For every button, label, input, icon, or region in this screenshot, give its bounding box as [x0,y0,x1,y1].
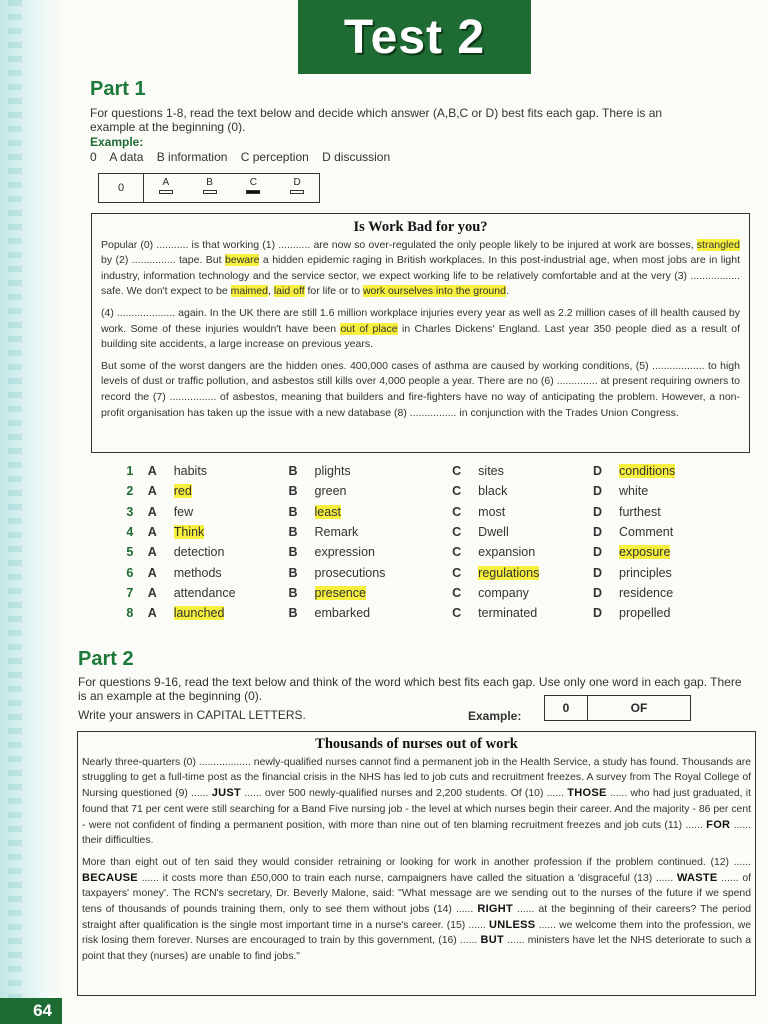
option-word: attendance [173,585,236,600]
option-letter: A [147,504,157,519]
example-number: 0 [99,174,144,202]
question-number: 4 [126,525,134,540]
option-b [289,606,453,620]
option-word: principles [619,565,672,580]
option-word: embarked [314,606,371,621]
part2-instructions: For questions 9-16, read the text below and think of the word which best fits each gap. Use only one word in each gap. There is an example at the beginning (0). [78,675,742,703]
option-d [593,484,712,498]
option-letter: A [147,565,157,580]
option-b [289,484,453,498]
part2-example-num: 0 [545,696,588,720]
option-letter: B [288,484,298,499]
answer-15: UNLESS [488,918,536,931]
option-d [593,586,712,600]
question-number: 2 [126,484,134,499]
option-letter: C [452,504,462,519]
option-a [148,545,289,559]
option-letter: B [288,606,298,621]
option-d [593,505,712,519]
answer-9: JUST [211,787,242,800]
part1-paragraph-2: (4) .................... again. In the UK there are still 1.6 million workplace injuries every year as well as 2.2 million cases of ill health caused by work. Some of these injuries wouldn't have been out of place in Charles Dickens' England. Last year 350 people died as a result of building site accidents, a large increase on previous years. [101,306,740,351]
question-number: 3 [126,504,134,519]
option-word: conditions [619,464,676,479]
option-word: prosecutions [314,565,386,580]
option-d [593,525,712,539]
option-letter: C [452,585,462,600]
option-word: terminated [478,606,538,621]
answer-16: BUT [480,934,504,947]
option-a [148,525,289,539]
option-word: exposure [619,545,671,560]
option-letter: B [288,545,298,560]
part2-text-title: Thousands of nurses out of work [315,736,518,752]
choice-row-4 [112,522,712,542]
option-a [148,505,289,519]
example-option-d: D [290,177,304,194]
option-word: sites [478,464,504,479]
choice-row-8 [112,603,712,623]
option-word: expression [314,545,375,560]
option-letter: A [147,606,157,621]
part2-example-box [544,695,691,721]
option-word: methods [173,565,222,580]
answer-13: WASTE [676,871,718,884]
option-word: green [314,484,347,499]
option-b [289,545,453,559]
option-letter: A [147,484,157,499]
example-line: 0 A data B information C perception D discussion [90,150,391,164]
part1-answer-choices [112,461,712,623]
part2-paragraph-2: More than eight out of ten said they would consider retraining or looking for work in another profession if the problem continued. (12) ...... BECAUSE ...... it costs more than £50,000 to train each nurse, campaigners have called the situation a 'disgraceful (13) ...... WASTE ...... of taxpayers' money'. The RCN's secretary, Dr. Beverly Malone, said: "What message are we sending out to the nurses of the future if we spend tens of thousands of pounds training them, only to see them without jobs (14) ...... RIGHT ...... at the beginning of their careers? The period straight after qualification is the single most important time in a nurse's career. (15) ...... UNLESS ...... we welcome them into the profession, we risk losing them forever. Nurses are encouraged to train by this government, (16) ...... BUT ...... ministers have let the NHS deteriorate to such a point that they (nurses) are unable to find jobs." [82,856,752,963]
option-d [593,606,712,620]
option-letter: B [288,585,298,600]
part1-paragraph-3: But some of the worst dangers are the hidden ones. 400,000 cases of asthma are caused by working conditions, (5) .................. to high levels of dust or traffic pollution, and asbestos still kills over 4,000 people a year. There are no (6) .............. at present requiring owners to record the (7) ................ of asbestos, meaning that builders and fire-fighters have no way of anticipating the problem. However, a non-profit organisation has taken up the issue with a new database (8) ................ in conjunction with the Trades Union Congress. [101,359,740,419]
question-number: 5 [126,545,134,560]
option-word: regulations [478,565,540,580]
option-letter: D [593,606,603,621]
option-letter: A [147,525,157,540]
example-option-a: A [159,177,173,194]
option-letter: A [147,464,157,479]
option-word: Comment [619,525,674,540]
option-d [593,545,712,559]
option-letter: D [593,504,603,519]
option-word: white [619,484,649,499]
option-a [148,566,289,580]
option-letter: D [593,464,603,479]
option-b [289,566,453,580]
option-c [452,505,593,519]
page-number: 64 [0,998,62,1024]
example-option-c: C [246,177,260,194]
option-c [452,464,593,478]
option-a [148,464,289,478]
example-label: Example: [90,135,144,149]
option-word: habits [173,464,208,479]
test-title: Test 2 [343,10,486,64]
question-number: 1 [126,464,134,479]
option-letter: B [288,504,298,519]
option-letter: D [593,545,603,560]
answer-11: FOR [706,818,731,831]
option-b [289,586,453,600]
option-word: least [314,504,341,519]
option-d [593,566,712,580]
option-c [452,586,593,600]
choice-row-7 [112,583,712,603]
option-letter: B [288,525,298,540]
option-word: propelled [619,606,671,621]
page-binding-edge [0,0,62,1024]
option-letter: C [452,464,462,479]
part2-example-answer: OF [630,701,648,715]
example-option-b: B [203,177,217,194]
option-b [289,525,453,539]
part1-text-title: Is Work Bad for you? [353,219,488,235]
option-c [452,566,593,580]
option-letter: D [593,565,603,580]
choice-row-6 [112,562,712,582]
part2-reading-text [77,731,756,996]
choice-row-5 [112,542,712,562]
option-word: residence [619,585,674,600]
option-word: red [173,484,192,499]
option-word: black [478,484,508,499]
option-word: detection [173,545,225,560]
part1-title: Part 1 [90,78,146,100]
part2-example-label: Example: [468,709,522,723]
option-c [452,606,593,620]
option-b [289,505,453,519]
option-word: Think [173,525,205,540]
option-word: Dwell [478,525,509,540]
option-c [452,545,593,559]
question-number: 8 [126,606,134,621]
option-letter: C [452,525,462,540]
answer-14: RIGHT [477,903,514,916]
option-word: presence [314,585,366,600]
part1-paragraph-1: Popular (0) ........... is that working (1) ........... are now so over-regulated the only people likely to be injured at work are bosses, strangled by (2) ............... tape. But beware a hidden epidemic raging in British workplaces. In this post-industrial age, when most jobs are in light industry, information technology and the service sector, we expect working life to be relatively comfortable and at the very (3) ................. safe. We don't expect to be maimed, laid off for life or to work ourselves into the ground. [101,238,740,298]
question-number: 6 [126,565,134,580]
test-header-banner [298,0,531,74]
option-word: expansion [478,545,536,560]
option-letter: A [147,545,157,560]
option-letter: C [452,545,462,560]
part2-capital-line: Write your answers in CAPITAL LETTERS. [78,708,306,722]
part1-reading-text [91,213,750,453]
choice-row-2 [112,481,712,501]
option-word: furthest [619,504,661,519]
option-a [148,586,289,600]
option-letter: D [593,525,603,540]
part2-title: Part 2 [78,648,134,670]
option-letter: A [147,585,157,600]
choice-row-3 [112,502,712,522]
option-letter: B [288,464,298,479]
option-d [593,464,712,478]
option-word: company [478,585,529,600]
part1-instructions: For questions 1-8, read the text below and decide which answer (A,B,C or D) best fits each gap. There is an example at the beginning (0). [90,106,663,134]
option-c [452,525,593,539]
option-word: launched [173,606,225,621]
option-letter: C [452,484,462,499]
answer-12: BECAUSE [82,871,138,884]
option-c [452,484,593,498]
example-options [144,174,319,202]
option-letter: D [593,585,603,600]
choice-row-1 [112,461,712,481]
option-word: plights [314,464,351,479]
option-letter: D [593,484,603,499]
option-letter: C [452,565,462,580]
example-answer-box [98,173,320,203]
option-word: Remark [314,525,359,540]
part2-paragraph-1: Nearly three-quarters (0) .................. newly-qualified nurses cannot find a permanent job in the Health Service, a study has found. Thousands are struggling to get a full-time post as the financial crisis in the NHS has led to job cuts and recruitment freezes. A survey from The Royal College of Nursing questioned (9) ...... JUST ...... over 500 newly-qualified nurses and 2,200 students. Of (10) ...... THOSE ...... who had just graduated, it found that 71 per cent were still searching for a Band Five nursing job - the level at which nurses begin their career. And the majority - 86 per cent - were not confident of finding a permanent position, with more than nine out of ten blaming recruitment freezes and job cuts (11) ...... FOR ...... their difficulties. [82,756,751,847]
option-word: few [173,504,194,519]
option-b [289,464,453,478]
option-word: most [478,504,506,519]
option-a [148,606,289,620]
option-letter: C [452,606,462,621]
question-number: 7 [126,585,134,600]
option-letter: B [288,565,298,580]
answer-10: THOSE [567,787,607,800]
option-a [148,484,289,498]
